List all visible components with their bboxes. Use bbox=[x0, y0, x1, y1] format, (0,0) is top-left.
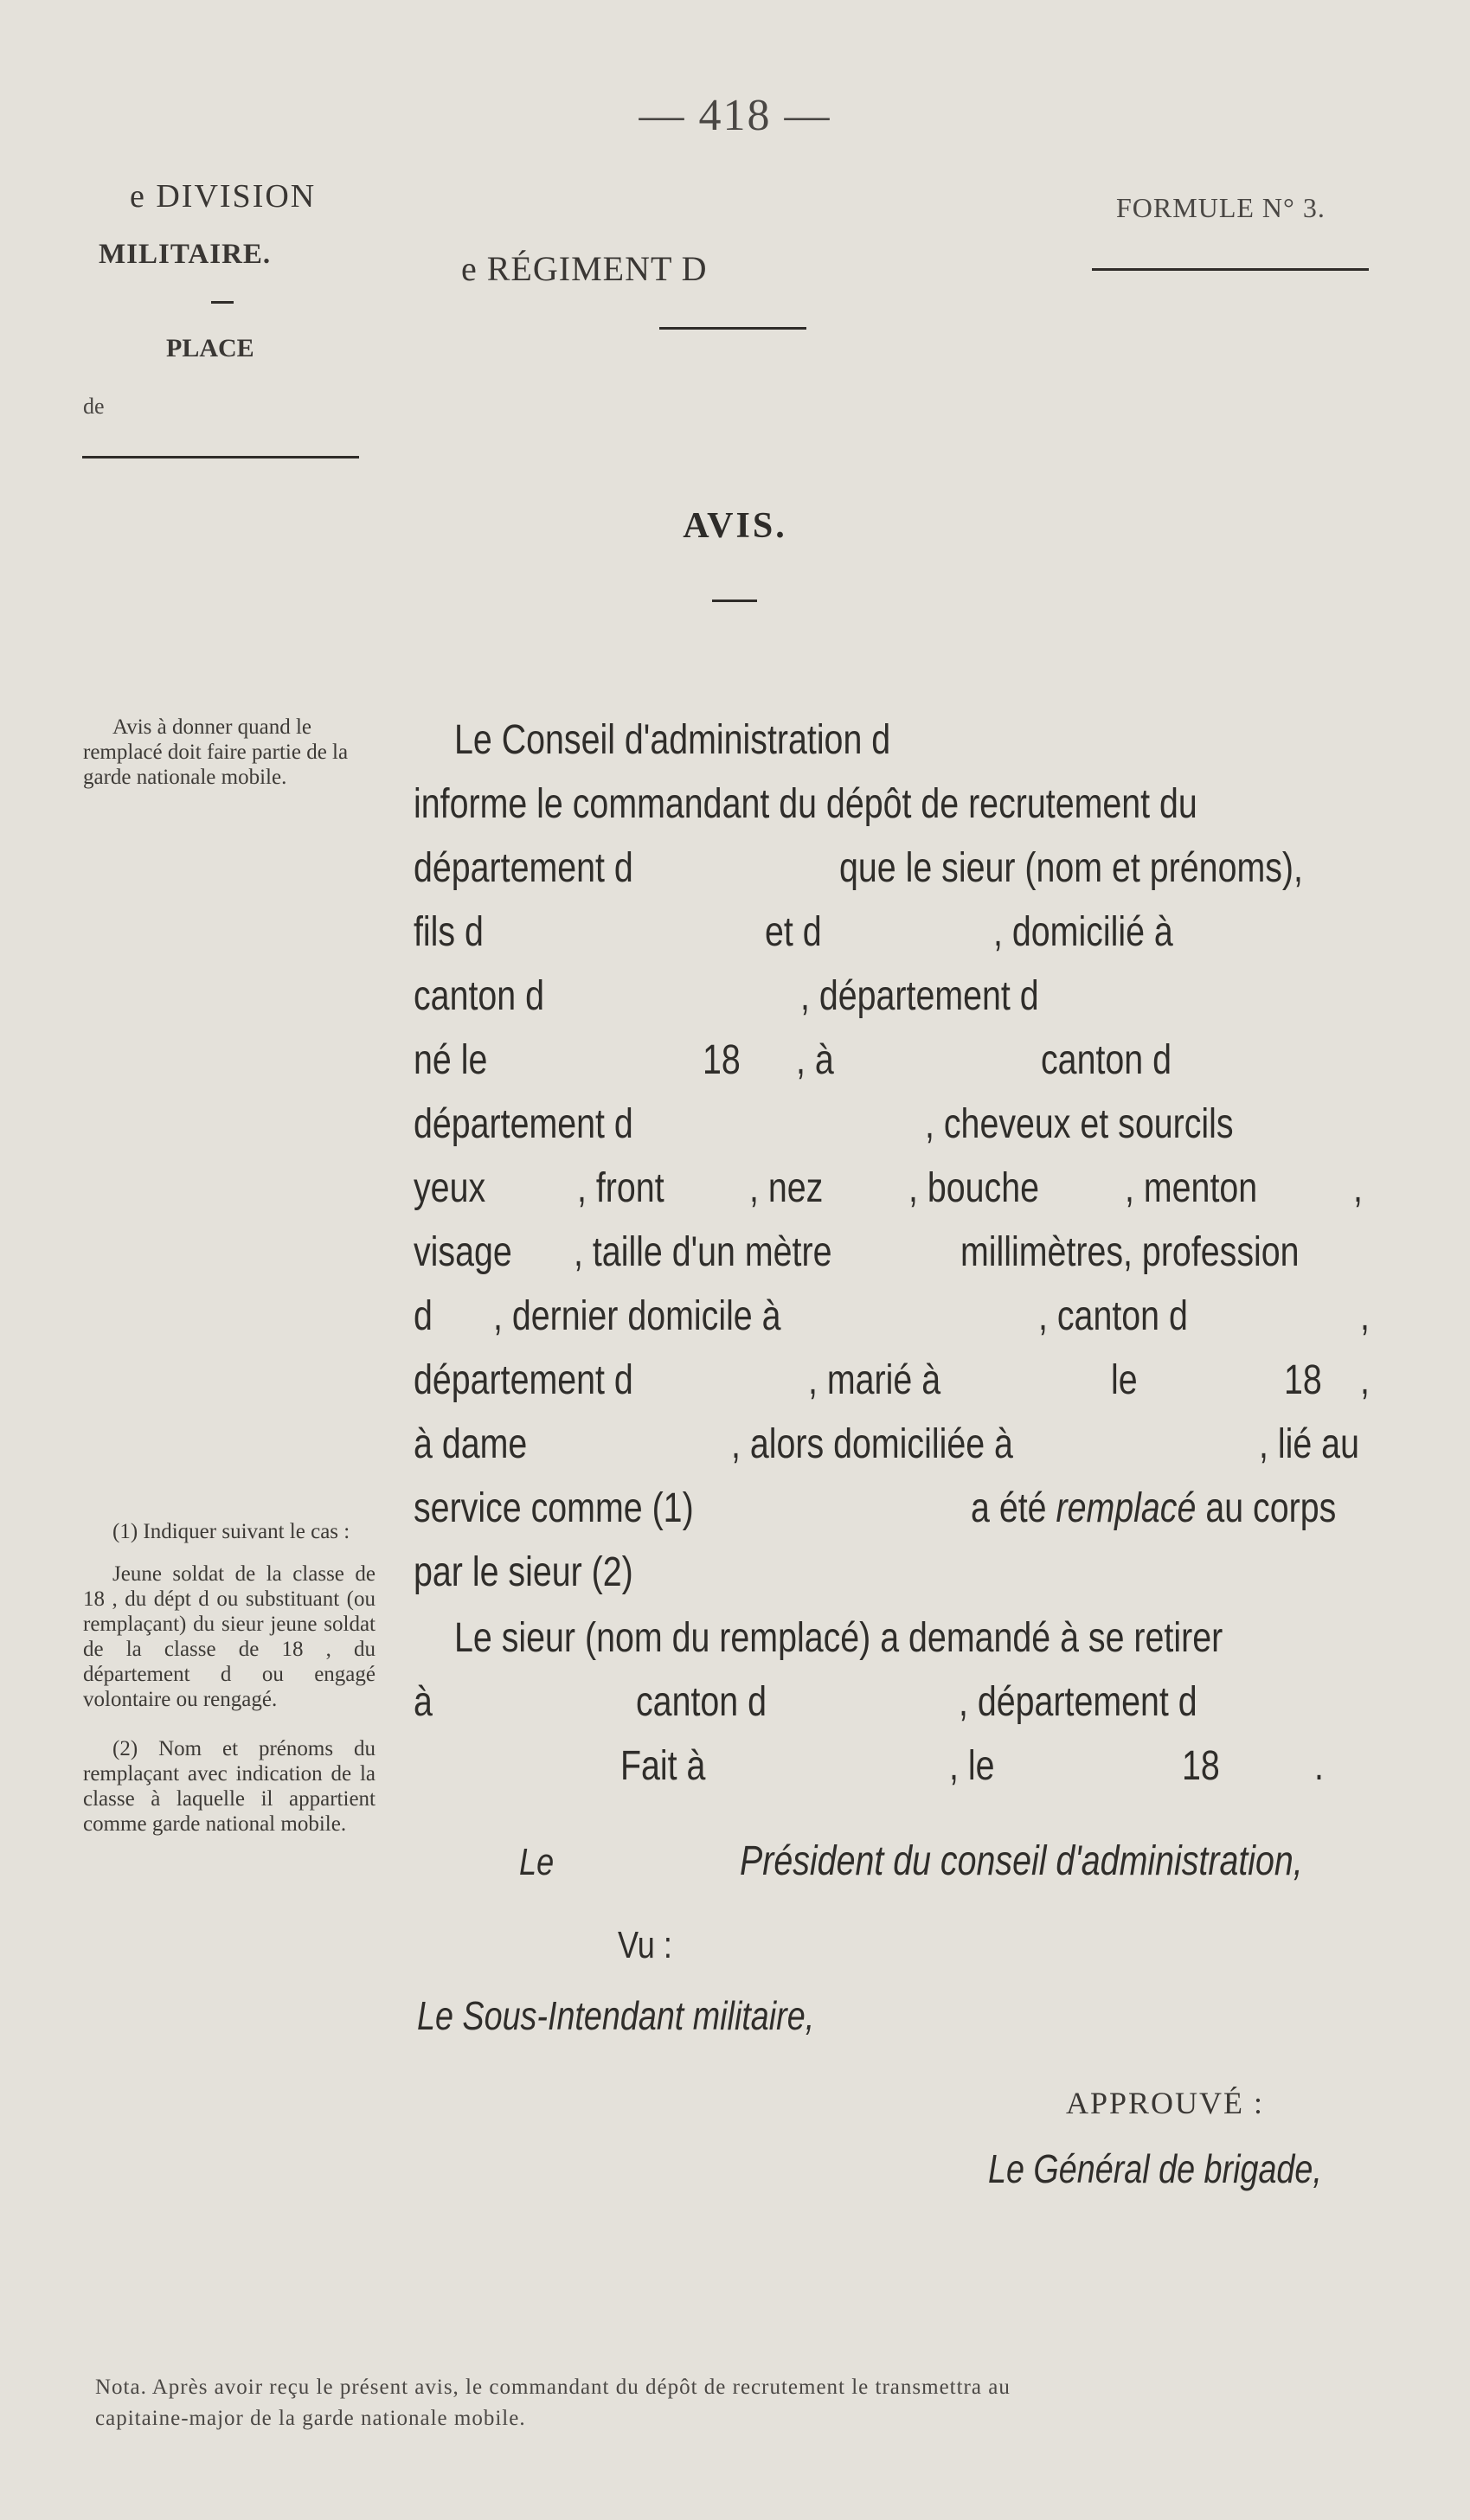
visage-text: visage bbox=[414, 1229, 512, 1275]
general-title: Le Général de brigade, bbox=[988, 2146, 1322, 2191]
body-line-18b bbox=[740, 1837, 1303, 1885]
canton-text: canton d bbox=[1041, 1037, 1172, 1083]
body-line-7b bbox=[925, 1100, 1234, 1148]
body-line-11b bbox=[808, 1356, 940, 1404]
front-text: , front bbox=[577, 1165, 664, 1211]
body-line-6c bbox=[796, 1036, 834, 1084]
body-line-11a bbox=[414, 1356, 633, 1404]
nota-line-2: capitaine-major de la garde nationale mobile. bbox=[95, 2407, 526, 2430]
fait-a-text: Fait à bbox=[620, 1743, 706, 1789]
dame-text: à dame bbox=[414, 1421, 528, 1467]
service-text: service comme (1) bbox=[414, 1485, 694, 1531]
body-line-12a bbox=[414, 1420, 527, 1468]
president-title: Président du conseil d'administration, bbox=[740, 1838, 1303, 1884]
par-le-sieur-text: par le sieur (2) bbox=[414, 1549, 633, 1595]
title-divider bbox=[712, 600, 757, 602]
body-line-5a bbox=[414, 972, 544, 1020]
body-line-16a bbox=[414, 1678, 433, 1726]
conseil-text: Le Conseil d'administration d bbox=[454, 717, 891, 763]
body-line-10b bbox=[493, 1292, 781, 1340]
militaire-label: MILITAIRE. bbox=[99, 239, 272, 270]
nez-text: , nez bbox=[749, 1165, 824, 1211]
approuve-label: APPROUVÉ : bbox=[1066, 2086, 1265, 2120]
body-line-10c bbox=[1038, 1292, 1188, 1340]
body-line-16c bbox=[959, 1678, 1197, 1726]
yeux-text: yeux bbox=[414, 1165, 486, 1211]
fils-text: fils d bbox=[414, 909, 484, 955]
body-line-7a bbox=[414, 1100, 633, 1148]
le-text: , le bbox=[949, 1743, 995, 1789]
canton-text: , canton d bbox=[1038, 1293, 1188, 1339]
sous-intendant-line bbox=[417, 1992, 814, 2039]
body-line-9a bbox=[414, 1228, 512, 1276]
body-line-10d bbox=[1360, 1292, 1370, 1340]
body-line-17d bbox=[1314, 1742, 1324, 1790]
body-line-3b bbox=[839, 844, 1303, 892]
body-line-2 bbox=[414, 780, 1197, 828]
profession-text: millimètres, profession bbox=[960, 1229, 1300, 1275]
a-ete-text: a été bbox=[971, 1485, 1047, 1531]
menton-text: , menton bbox=[1125, 1165, 1258, 1211]
sous-intendant-title: Le Sous-Intendant militaire, bbox=[417, 1993, 815, 2038]
body-line-14 bbox=[414, 1549, 633, 1596]
body-line-9c bbox=[960, 1228, 1300, 1276]
ne-le-text: né le bbox=[414, 1037, 488, 1083]
avis-title: AVIS. bbox=[683, 506, 787, 546]
le-signature-text: Le bbox=[519, 1841, 555, 1883]
comma-text: , bbox=[1353, 1165, 1363, 1211]
departement-text: département d bbox=[414, 1101, 633, 1147]
division-divider bbox=[211, 301, 234, 304]
footnote-1-heading: (1) Indiquer suivant le cas : bbox=[112, 1520, 350, 1543]
year-prefix-text: 18 bbox=[703, 1037, 741, 1083]
a-text: à bbox=[414, 1679, 433, 1725]
body-line-8d bbox=[908, 1164, 1039, 1212]
general-line bbox=[988, 2145, 1322, 2192]
comma-text: , bbox=[1360, 1357, 1370, 1403]
domicilie-text: , domicilié à bbox=[993, 909, 1173, 955]
period-text: . bbox=[1314, 1743, 1324, 1789]
vu-text: Vu : bbox=[618, 1924, 672, 1966]
body-line-6a bbox=[414, 1036, 487, 1084]
margin-note-main bbox=[83, 715, 369, 790]
demande-text: Le sieur (nom du remplacé) a demandé à se retirer bbox=[454, 1615, 1223, 1661]
body-line-4b bbox=[765, 908, 822, 956]
body-line-11e bbox=[1360, 1356, 1370, 1404]
lie-au-text: , lié au bbox=[1259, 1421, 1359, 1467]
body-line-8b bbox=[577, 1164, 664, 1212]
body-line-8a bbox=[414, 1164, 485, 1212]
au-corps-text: au corps bbox=[1205, 1485, 1337, 1531]
dernier-domicile-text: , dernier domicile à bbox=[493, 1293, 781, 1339]
body-line-6b bbox=[703, 1036, 741, 1084]
body-line-17c bbox=[1182, 1742, 1220, 1790]
marie-text: , marié à bbox=[808, 1357, 941, 1403]
body-line-11d bbox=[1284, 1356, 1322, 1404]
a-text: , à bbox=[796, 1037, 834, 1083]
body-line-17b bbox=[949, 1742, 995, 1790]
canton-text: canton d bbox=[636, 1679, 767, 1725]
body-line-8c bbox=[749, 1164, 823, 1212]
body-line-8f bbox=[1353, 1164, 1363, 1212]
departement-text: , département d bbox=[800, 973, 1039, 1019]
place-de-label: de bbox=[83, 394, 105, 419]
vu-label bbox=[618, 1924, 672, 1967]
body-line-15 bbox=[454, 1614, 1223, 1662]
footnote-1-body: Jeune soldat de la classe de 18 , du dépt d ou substituant (ou remplaçant) du sieur jeune soldat de la classe de 18 , du département d ou engagé volontaire ou rengagé. bbox=[83, 1562, 376, 1711]
nota-line-1: Nota. Après avoir reçu le présent avis, le commandant du dépôt de recrutement le transmettra au bbox=[95, 2376, 1011, 2399]
regiment-label: e RÉGIMENT D bbox=[461, 249, 708, 288]
formule-divider bbox=[1092, 268, 1369, 271]
body-line-9b bbox=[574, 1228, 831, 1276]
d-text: d bbox=[414, 1293, 433, 1339]
margin-note-text: Avis à donner quand le remplacé doit faire partie de la garde nationale mobile. bbox=[83, 715, 349, 789]
sieur-text: que le sieur (nom et prénoms), bbox=[839, 845, 1303, 891]
body-line-3a bbox=[414, 844, 633, 892]
regiment-divider bbox=[659, 327, 806, 330]
body-line-17a bbox=[620, 1742, 705, 1790]
body-line-18a bbox=[519, 1841, 554, 1884]
body-line-6d bbox=[1041, 1036, 1172, 1084]
body-line-4c bbox=[993, 908, 1173, 956]
page-number: — 418 — bbox=[639, 91, 831, 140]
canton-text: canton d bbox=[414, 973, 545, 1019]
body-line-13a bbox=[414, 1484, 694, 1532]
body-line-12b bbox=[731, 1420, 1013, 1468]
body-line-11c bbox=[1111, 1356, 1138, 1404]
informe-text: informe le commandant du dépôt de recrutement du bbox=[414, 781, 1197, 827]
departement-text: département d bbox=[414, 1357, 633, 1403]
body-line-16b bbox=[636, 1678, 767, 1726]
bouche-text: , bouche bbox=[908, 1165, 1040, 1211]
et-text: et d bbox=[765, 909, 822, 955]
taille-text: , taille d'un mètre bbox=[574, 1229, 832, 1275]
le-text: le bbox=[1111, 1357, 1138, 1403]
body-line-4a bbox=[414, 908, 484, 956]
formule-label: FORMULE N° 3. bbox=[1116, 192, 1326, 223]
departement-text: département d bbox=[414, 845, 633, 891]
body-line-12c bbox=[1259, 1420, 1359, 1468]
departement-text: , département d bbox=[959, 1679, 1197, 1725]
body-line-13b bbox=[971, 1484, 1336, 1532]
year-prefix-text: 18 bbox=[1284, 1357, 1322, 1403]
body-line-10a bbox=[414, 1292, 433, 1340]
comma-text: , bbox=[1360, 1293, 1370, 1339]
body-line-8e bbox=[1125, 1164, 1257, 1212]
footnote-2: (2) Nom et prénoms du remplaçant avec indication de la classe à laquelle il appartient comme garde national mobile. bbox=[83, 1737, 376, 1836]
place-label: PLACE bbox=[166, 334, 254, 362]
place-divider bbox=[82, 456, 359, 458]
body-line-1 bbox=[454, 716, 890, 764]
year-prefix-text: 18 bbox=[1182, 1743, 1220, 1789]
margin-note-footnotes bbox=[83, 1519, 376, 1837]
remplace-text: remplacé bbox=[1056, 1485, 1197, 1531]
body-line-5b bbox=[800, 972, 1039, 1020]
division-label: e DIVISION bbox=[130, 178, 317, 215]
domiciliee-text: , alors domiciliée à bbox=[731, 1421, 1013, 1467]
cheveux-text: , cheveux et sourcils bbox=[925, 1101, 1234, 1147]
